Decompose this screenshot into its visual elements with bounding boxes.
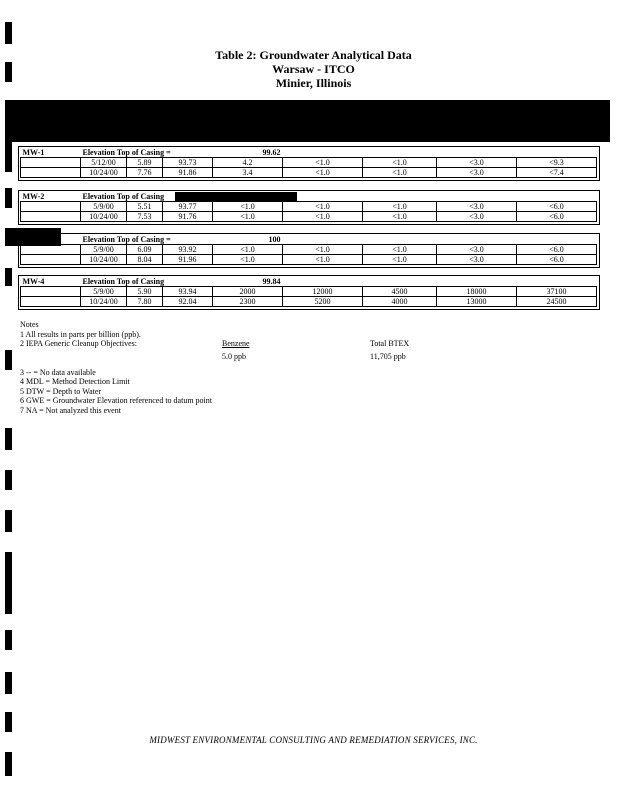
total-btex-cell: <9.3 (517, 158, 597, 168)
table-row (21, 212, 597, 222)
note-item: 5 DTW = Depth to Water (20, 386, 102, 396)
toluene-cell: <1.0 (283, 202, 363, 212)
table-row (21, 158, 597, 168)
note-item: 4 MDL = Method Detection Limit (20, 377, 130, 386)
toluene-cell: <1.0 (283, 255, 363, 265)
well-name: MW-4 (21, 277, 81, 287)
ethylbenzene-cell: <1.0 (363, 212, 437, 222)
table-row (21, 287, 597, 297)
elevation-label: Elevation Top of Casing (81, 277, 213, 287)
total-btex-cell: 24500 (517, 297, 597, 307)
total-btex-cell: <7.4 (517, 168, 597, 178)
well-table-mw2 (20, 192, 597, 222)
btex-value: 11,705 ppb (370, 352, 406, 361)
table-title: Table 2: Groundwater Analytical Data (215, 48, 412, 62)
note-item: 1 All results in parts per billion (ppb). (20, 329, 141, 339)
note-item: 6 GWE = Groundwater Elevation referenced to datum point (20, 396, 212, 405)
dtw-cell: 5.51 (127, 202, 163, 212)
date-cell: 5/9/00 (81, 287, 127, 297)
dtw-cell: 7.53 (127, 212, 163, 222)
well-header-row (21, 235, 597, 245)
total-btex-cell: <6.0 (517, 245, 597, 255)
scan-edge-mark (5, 350, 12, 370)
date-cell: 10/24/00 (81, 168, 127, 178)
dtw-cell: 8.04 (127, 255, 163, 265)
benzene-cell: 2300 (213, 297, 283, 307)
scan-edge-mark (5, 752, 12, 776)
well-header-row (21, 192, 597, 202)
total-btex-cell: <6.0 (517, 212, 597, 222)
benzene-cell: 2000 (213, 287, 283, 297)
scan-edge-mark (5, 22, 12, 44)
toluene-cell: 12000 (283, 287, 363, 297)
dtw-cell: 7.76 (127, 168, 163, 178)
toluene-cell: <1.0 (283, 168, 363, 178)
ethylbenzene-cell: <1.0 (363, 255, 437, 265)
notes-heading: Notes (20, 320, 39, 329)
dtw-cell: 6.09 (127, 245, 163, 255)
date-cell: 10/24/00 (81, 212, 127, 222)
date-cell: 5/12/00 (81, 158, 127, 168)
dtw-cell: 7.80 (127, 297, 163, 307)
toluene-cell: <1.0 (283, 212, 363, 222)
scan-edge-mark (5, 268, 12, 286)
xylenes-cell: <3.0 (437, 212, 517, 222)
note-item: 3 -- = No data available (20, 367, 96, 377)
benzene-cell: 3.4 (213, 168, 283, 178)
xylenes-cell: 13000 (437, 297, 517, 307)
benzene-label: Benzene (222, 339, 250, 348)
well-header-row (21, 148, 597, 158)
toluene-cell: 5200 (283, 297, 363, 307)
redaction-bar (175, 192, 297, 201)
gwe-cell: 93.73 (163, 158, 213, 168)
notes-section (20, 320, 212, 415)
gwe-cell: 91.76 (163, 212, 213, 222)
elevation-value: 99.84 (213, 277, 283, 287)
well-header-row (21, 277, 597, 287)
gwe-cell: 93.77 (163, 202, 213, 212)
well-table-mw1 (20, 148, 597, 178)
date-cell: 10/24/00 (81, 297, 127, 307)
benzene-cell: <1.0 (213, 212, 283, 222)
elevation-label: Elevation Top of Casing = (81, 235, 213, 245)
ethylbenzene-cell: <1.0 (363, 202, 437, 212)
gwe-cell: 93.92 (163, 245, 213, 255)
xylenes-cell: <3.0 (437, 158, 517, 168)
company-footer: MIDWEST ENVIRONMENTAL CONSULTING AND REMEDIATION SERVICES, INC. (149, 735, 478, 745)
note-item: 2 IEPA Generic Cleanup Objectives: (20, 339, 138, 348)
well-name: MW-2 (21, 192, 81, 202)
date-cell: 5/9/00 (81, 202, 127, 212)
scan-edge-mark (5, 188, 12, 208)
total-btex-cell: 37100 (517, 287, 597, 297)
scan-edge-mark (5, 672, 12, 694)
benzene-cell: <1.0 (213, 202, 283, 212)
redacted-header-band (5, 100, 610, 142)
dtw-cell: 5.90 (127, 287, 163, 297)
note-item: 7 NA = Not analyzed this event (20, 405, 121, 415)
scan-edge-mark (5, 470, 12, 490)
benzene-value: 5.0 ppb (222, 352, 246, 361)
toluene-cell: <1.0 (283, 245, 363, 255)
well-name: MW-1 (21, 148, 81, 158)
redaction-bar (5, 228, 61, 246)
table-row (21, 245, 597, 255)
well-table-mw4 (20, 277, 597, 307)
total-btex-cell: <6.0 (517, 255, 597, 265)
benzene-cell: 4.2 (213, 158, 283, 168)
ethylbenzene-cell: <1.0 (363, 168, 437, 178)
elevation-label: Elevation Top of Casing (81, 192, 213, 202)
scan-edge-mark (5, 552, 12, 614)
date-cell: 5/9/00 (81, 245, 127, 255)
xylenes-cell: <3.0 (437, 245, 517, 255)
site-name: Warsaw - ITCO (272, 62, 355, 76)
table-row (21, 255, 597, 265)
scan-edge-mark (5, 712, 12, 732)
gwe-cell: 93.94 (163, 287, 213, 297)
scan-edge-mark (5, 142, 12, 172)
scan-edge-mark (5, 630, 12, 650)
ethylbenzene-cell: 4500 (363, 287, 437, 297)
gwe-cell: 92.04 (163, 297, 213, 307)
well-table-mw3 (20, 235, 597, 265)
site-location: Minier, Illinois (275, 76, 352, 90)
xylenes-cell: <3.0 (437, 168, 517, 178)
gwe-cell: 91.96 (163, 255, 213, 265)
ethylbenzene-cell: <1.0 (363, 245, 437, 255)
table-row (21, 168, 597, 178)
table-row (21, 202, 597, 212)
xylenes-cell: <3.0 (437, 202, 517, 212)
table-row (21, 297, 597, 307)
ethylbenzene-cell: <1.0 (363, 158, 437, 168)
toluene-cell: <1.0 (283, 158, 363, 168)
benzene-cell: <1.0 (213, 255, 283, 265)
xylenes-cell: 18000 (437, 287, 517, 297)
dtw-cell: 5.89 (127, 158, 163, 168)
benzene-cell: <1.0 (213, 245, 283, 255)
gwe-cell: 91.86 (163, 168, 213, 178)
elevation-value: 99.62 (213, 148, 283, 158)
total-btex-cell: <6.0 (517, 202, 597, 212)
btex-label: Total BTEX (370, 339, 410, 348)
scan-edge-mark (5, 510, 12, 532)
scan-edge-mark (5, 428, 12, 450)
elevation-value: 100 (213, 235, 283, 245)
elevation-label: Elevation Top of Casing = (81, 148, 213, 158)
xylenes-cell: <3.0 (437, 255, 517, 265)
date-cell: 10/24/00 (81, 255, 127, 265)
ethylbenzene-cell: 4000 (363, 297, 437, 307)
